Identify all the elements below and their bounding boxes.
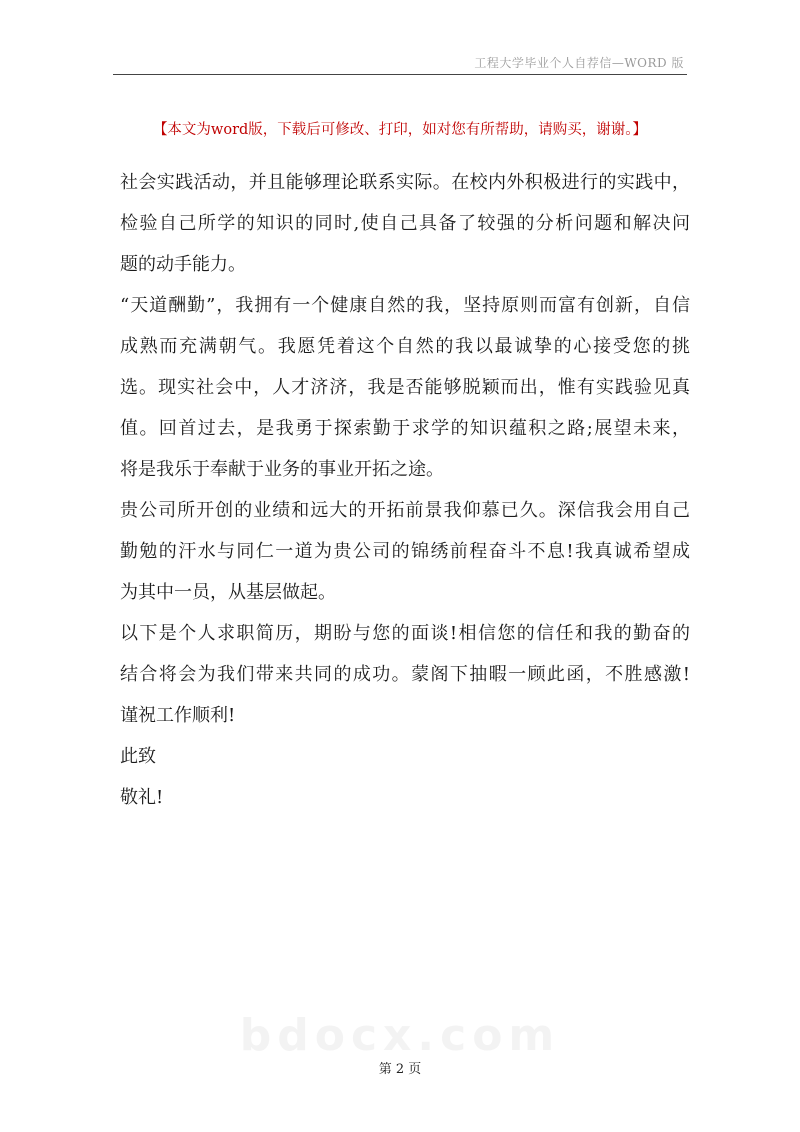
closing-salutation: 此致 xyxy=(120,746,156,767)
text-line: “天道酬勤”，我拥有一个健康自然的我，坚持原则而富有创新，自信 xyxy=(120,295,690,316)
text-line: 勤勉的汗水与同仁一道为贵公司的锦绣前程奋斗不息!我真诚希望成 xyxy=(120,541,690,562)
text-line: 检验自己所学的知识的同时,使自己具备了较强的分析问题和解决问 xyxy=(120,213,690,234)
closing-regards: 敬礼! xyxy=(120,787,164,808)
purchase-notice: 【本文为word版，下载后可修改、打印，如对您有所帮助，请购买，谢谢。】 xyxy=(152,122,648,138)
text-line: 社会实践活动，并且能够理论联系实际。在校内外积极进行的实践中， xyxy=(120,172,690,193)
text-line: 以下是个人求职简历，期盼与您的面谈!相信您的信任和我的勤奋的 xyxy=(120,623,690,644)
text-line: 选。现实社会中，人才济济，我是否能够脱颖而出，惟有实践验见真 xyxy=(120,377,690,398)
page-header-title: 工程大学毕业个人自荐信—WORD 版 xyxy=(474,56,684,70)
watermark: bdocx.com xyxy=(239,1010,561,1061)
header-divider xyxy=(113,74,687,75)
text-line: 为其中一员，从基层做起。 xyxy=(120,582,336,603)
text-line: 成熟而充满朝气。我愿凭着这个自然的我以最诚挚的心接受您的挑 xyxy=(120,336,690,357)
text-line: 结合将会为我们带来共同的成功。蒙阁下抽暇一顾此函，不胜感激! xyxy=(120,664,690,685)
letter-body xyxy=(120,162,690,818)
page-number: 第 2 页 xyxy=(378,1062,422,1077)
text-line: 题的动手能力。 xyxy=(120,254,246,275)
closing-wish: 谨祝工作顺利! xyxy=(120,705,236,726)
text-line: 值。回首过去，是我勇于探索勤于求学的知识蕴积之路;展望未来， xyxy=(120,418,690,439)
text-line: 贵公司所开创的业绩和远大的开拓前景我仰慕已久。深信我会用自己 xyxy=(120,500,690,521)
text-line: 将是我乐于奉献于业务的事业开拓之途。 xyxy=(120,459,444,480)
